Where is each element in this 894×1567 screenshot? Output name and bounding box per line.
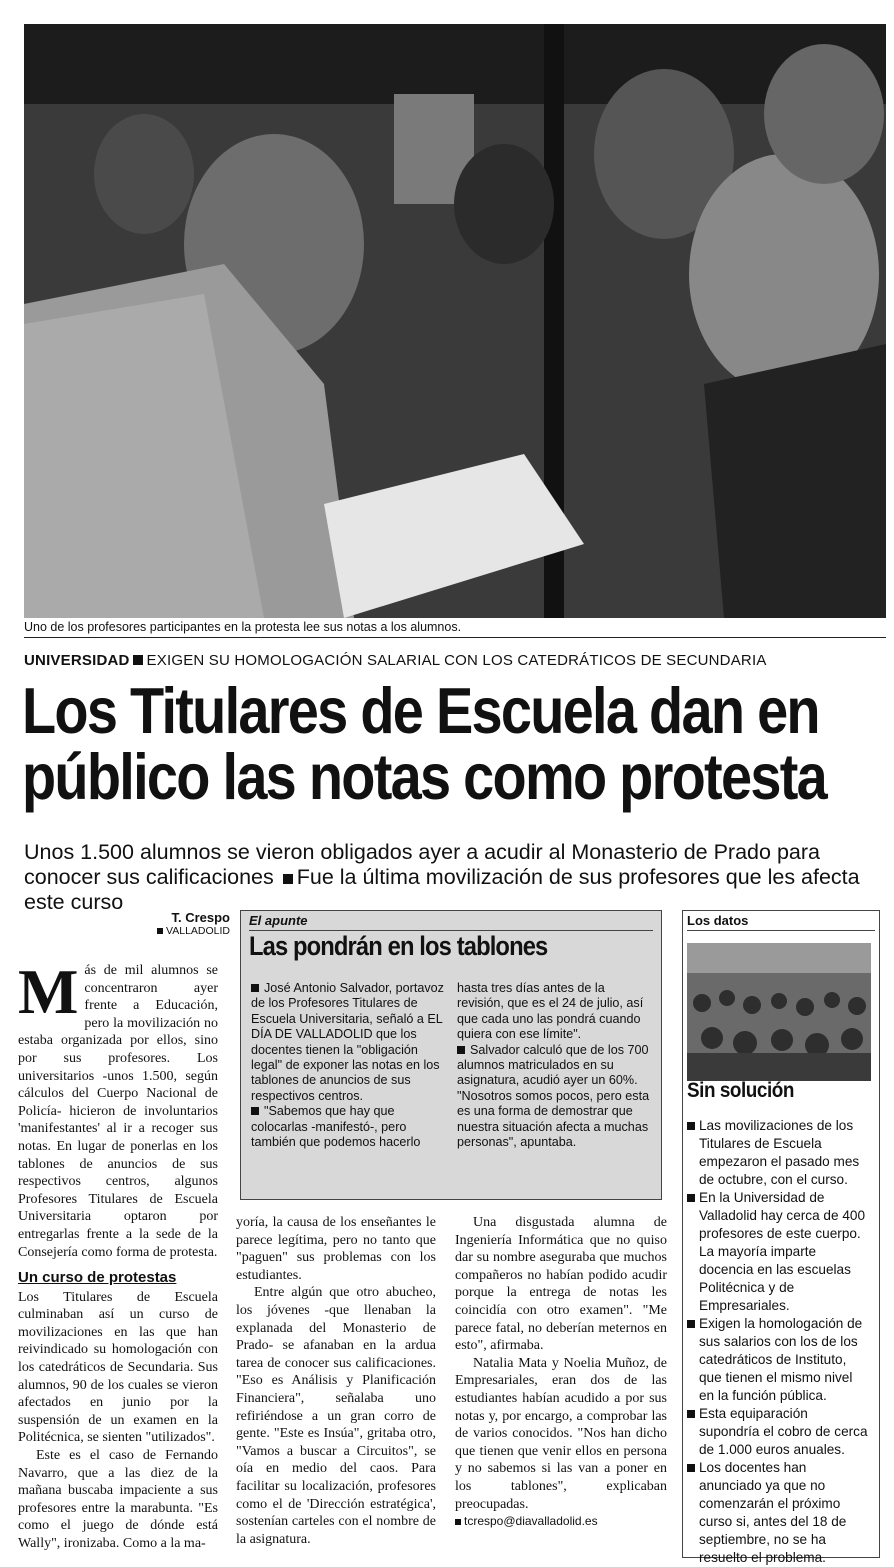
- apunte-title: Las pondrán en los tablones: [249, 931, 548, 961]
- apunte-column-right: [457, 981, 653, 1150]
- square-bullet-icon: [157, 928, 163, 934]
- square-bullet-icon: [687, 1122, 695, 1130]
- sidebar-apunte: [240, 910, 662, 1200]
- subhead-part-1: Unos 1.500 alumnos se vieron obligados ayer a acudir al Monasterio de Prado para conocer sus calificaciones: [24, 840, 820, 889]
- list-item-text: En la Universidad de Valladolid hay cerca de 400 profesores de este cuerpo. La mayoría imparte docencia en las escuelas Politécnica y de Empresariales.: [699, 1190, 866, 1313]
- photo-caption: Uno de los profesores participantes en la protesta lee sus notas a los alumnos.: [24, 618, 886, 638]
- author-email: [455, 1513, 667, 1531]
- square-bullet-icon: [687, 1410, 695, 1418]
- square-bullet-icon: [133, 655, 143, 665]
- subheadline: [24, 840, 890, 915]
- apunte-tag: El apunte: [249, 911, 653, 931]
- apunte-text: "Sabemos que hay que colocarlas -manifestó-, pero también que podemos hacerlo: [251, 1104, 421, 1150]
- headline: [22, 674, 882, 813]
- headline-line-1: Los Titulares de Escuela dan en: [22, 674, 819, 747]
- article-paragraph: Este es el caso de Fernando Navarro, que a las diez de la mañana buscaba impaciente a sus profesores entre la marabunta. "Es como el juego de dónde está Wally", ironizaba. Como a la ma-: [18, 1448, 218, 1551]
- article-subheading: Un curso de protestas: [18, 1269, 177, 1287]
- article-column-3: [455, 1214, 667, 1531]
- drop-cap: M: [18, 956, 79, 1027]
- list-item: [687, 1189, 871, 1315]
- square-bullet-icon: [687, 1464, 695, 1472]
- square-bullet-icon: [251, 984, 259, 992]
- section-kicker: [24, 652, 767, 669]
- sidebar-datos: [682, 910, 880, 1565]
- square-bullet-icon: [283, 874, 293, 884]
- list-item-text: Las movilizaciones de los Titulares de Escuela empezaron el pasado mes de octubre, con el curso.: [699, 1118, 860, 1187]
- list-item: [687, 1405, 871, 1459]
- square-bullet-icon: [455, 1519, 461, 1525]
- list-item: [687, 1459, 871, 1567]
- list-item: [687, 1315, 871, 1405]
- crowd-photo: [687, 943, 871, 1081]
- apunte-text: hasta tres días antes de la revisión, que es el 24 de julio, así que cada uno las pondrá cuando quiera con ese límite".: [457, 981, 644, 1042]
- list-item-text: Esta equiparación supondría el cobro de cerca de 1.000 euros anuales.: [699, 1406, 868, 1457]
- article-paragraph: Una disgustada alumna de Ingeniería Informática que no quiso dar su nombre aseguraba que muchos compañeros no habían podido acudir porque la entrega de notas les coincidía con otro examen". "Me parece fatal, no deberían meternos en esto", afirmaba.: [455, 1215, 667, 1354]
- list-item-text: Exigen la homologación de sus salarios con los de los catedráticos de Instituto, que tienen el mismo nivel en la función pública.: [699, 1316, 863, 1403]
- square-bullet-icon: [457, 1046, 465, 1054]
- list-item: [687, 1117, 871, 1189]
- square-bullet-icon: [251, 1107, 259, 1115]
- author: T. Crespo: [171, 910, 230, 925]
- square-bullet-icon: [687, 1320, 695, 1328]
- datos-title: Sin solución: [687, 1079, 794, 1102]
- city: VALLADOLID: [166, 925, 230, 937]
- article-paragraph: Natalia Mata y Noelia Muñoz, de Empresariales, eran dos de las estudiantes habían acudido a por sus notas y, por encargo, a comprobar las de varios conocidos. "Nos han dicho que tienen que venir ellos en persona y no sabemos si las van a poner en los tablones", explicaban preocupadas.: [455, 1355, 667, 1512]
- apunte-text: Salvador calculó que de los 700 alumnos matriculados en su asignatura, acudió ayer un 60%. "Nosotros somos pocos, pero esta es una forma de demostrar que nuestra situación afecta a muchas personas", apuntaba.: [457, 1042, 650, 1150]
- article-paragraph: yoría, la causa de los enseñantes le parece legítima, pero no tanto que "paguen" sus problemas con los estudiantes.: [236, 1215, 436, 1283]
- article-column-2: [236, 1214, 436, 1548]
- email: tcrespo@diavalladolid.es: [464, 1514, 598, 1529]
- apunte-text: José Antonio Salvador, portavoz de los Profesores Titulares de Escuela Universitaria, señaló a EL DÍA DE VALLADOLID que los docentes tienen la "obligación legal" de exponer las notas en los tablones de anuncios de sus respectivos centros.: [251, 981, 444, 1103]
- main-photo: [24, 24, 886, 618]
- article-column-1: [18, 956, 218, 1553]
- apunte-column-left: [251, 981, 447, 1150]
- section-label: UNIVERSIDAD: [24, 652, 130, 669]
- list-item-text: Los docentes han anunciado ya que no comenzarán el próximo curso si, antes del 18 de septiembre, no se ha resuelto el problema.: [699, 1460, 847, 1565]
- datos-list: [687, 1117, 871, 1567]
- byline: [140, 910, 230, 937]
- dateline: [140, 925, 230, 937]
- subhead-part-2: Fue la última movilización de sus profesores que les afecta este curso: [24, 865, 860, 914]
- article-paragraph: ás de mil alumnos se concentraron ayer frente a Educación, pero la movilización no estaba organizada por ellos, sino por sus profesores. Los universitarios -unos 1.500, según cálculos del Cuerpo Nacional de Policía- hicieron de involuntarios 'manifestantes' al ir a recoger sus notas. En lugar de ponerlas en los tablones de anuncios de sus respectivos centros, algunos Profesores Titulares de Escuela Universitaria optaron por entregarlas frente a la sede de la Consejería como forma de protesta.: [18, 963, 218, 1260]
- datos-tag: Los datos: [687, 911, 875, 931]
- headline-line-2: público las notas como protesta: [22, 740, 826, 813]
- square-bullet-icon: [687, 1194, 695, 1202]
- article-paragraph: Entre algún que otro abucheo, los jóvenes -que llenaban la explanada del Monasterio de Prado- se afanaban en la ardua tarea de conocer sus calificaciones. "Eso es Análisis y Planificación Financiera", señalaba uno refiriéndose a un gran corro de gente. "Este es Insúa", gritaba otro, "Vamos a buscar a Circuitos", se oía en medio del caos. Para facilitar su localización, profesores como el de 'Dirección estratégica', sostenían carteles con el nombre de la asignatura.: [236, 1285, 436, 1547]
- kicker-text: EXIGEN SU HOMOLOGACIÓN SALARIAL CON LOS CATEDRÁTICOS DE SECUNDARIA: [146, 652, 767, 669]
- article-paragraph: Los Titulares de Escuela culminaban así un curso de movilizaciones en las que han reivindicado su homologación con los catedráticos de Secundaria. Sus alumnos, 90 de los cuales se vieron afectados en junio por la suspensión de un examen en la Politécnica, se sienten "utilizados".: [18, 1289, 218, 1446]
